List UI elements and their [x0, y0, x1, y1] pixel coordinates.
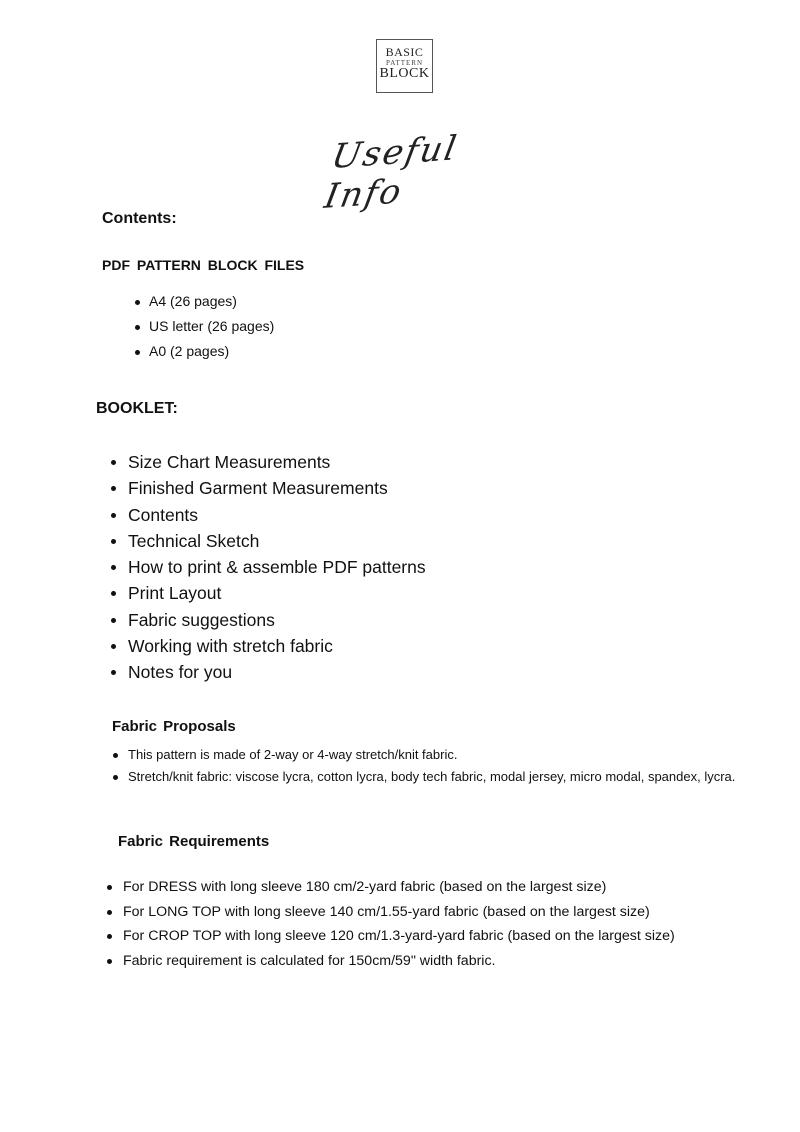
list-item: A4 (26 pages)	[149, 291, 274, 316]
fabric-proposals-heading: Fabric Proposals	[112, 718, 236, 735]
list-item: Technical Sketch	[128, 529, 426, 555]
contents-heading: Contents:	[102, 210, 177, 227]
list-item: Size Chart Measurements	[128, 450, 426, 476]
list-item: Working with stretch fabric	[128, 634, 426, 660]
list-item: Contents	[128, 503, 426, 529]
list-item: For DRESS with long sleeve 180 cm/2-yard fabric (based on the largest size)	[123, 876, 675, 901]
fabric-requirements-heading: Fabric Requirements	[118, 833, 270, 850]
page-title: Useful Info	[321, 128, 462, 217]
fabric-requirements-list	[123, 876, 675, 975]
pdf-files-list	[149, 291, 274, 366]
list-item: Fabric requirement is calculated for 150cm/59" width fabric.	[123, 950, 675, 975]
list-item: A0 (2 pages)	[149, 341, 274, 366]
pdf-files-heading: PDF PATTERN BLOCK FILES	[102, 257, 305, 273]
fabric-proposals-list	[128, 744, 750, 788]
list-item: Fabric suggestions	[128, 608, 426, 634]
list-item: For LONG TOP with long sleeve 140 cm/1.55-yard fabric (based on the largest size)	[123, 901, 675, 926]
logo-line-1: BASIC	[385, 45, 424, 59]
list-item: Finished Garment Measurements	[128, 476, 426, 502]
list-item: Print Layout	[128, 581, 426, 607]
logo-line-3: BLOCK	[379, 66, 430, 81]
list-item: How to print & assemble PDF patterns	[128, 555, 426, 581]
booklet-list	[128, 450, 426, 687]
list-item: US letter (26 pages)	[149, 316, 274, 341]
list-item: Notes for you	[128, 660, 426, 686]
list-item: For CROP TOP with long sleeve 120 cm/1.3-yard-yard fabric (based on the largest size)	[123, 925, 675, 950]
list-item: Stretch/knit fabric: viscose lycra, cotton lycra, body tech fabric, modal jersey, micro modal, spandex, lycra.	[128, 766, 750, 788]
brand-logo	[376, 39, 433, 93]
list-item: This pattern is made of 2-way or 4-way stretch/knit fabric.	[128, 744, 750, 766]
logo-line-2: PATTERN	[385, 59, 424, 67]
booklet-heading: BOOKLET:	[96, 400, 178, 417]
